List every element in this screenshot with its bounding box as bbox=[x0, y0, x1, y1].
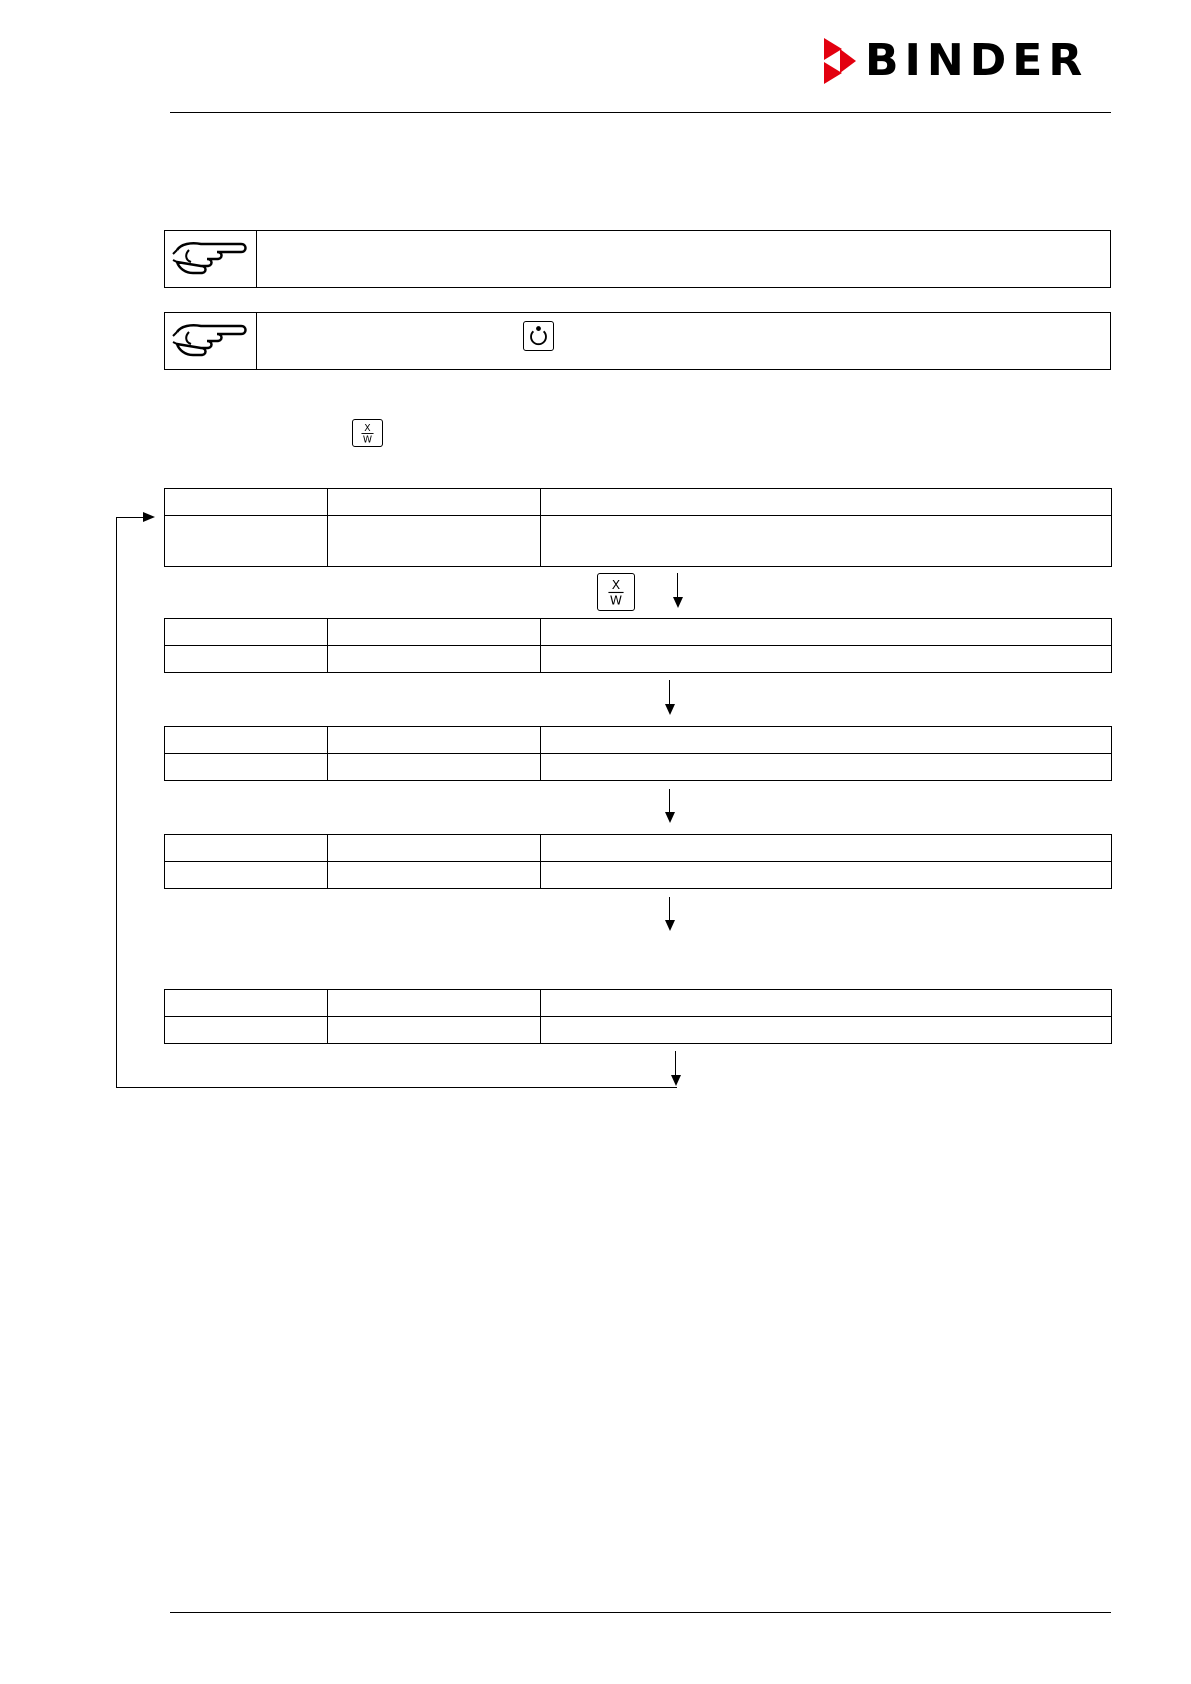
table-cell bbox=[328, 727, 541, 754]
flow-arrow-line bbox=[669, 897, 670, 921]
brand-name: BINDER bbox=[865, 35, 1089, 86]
table-cell bbox=[165, 727, 328, 754]
table-cell bbox=[328, 646, 541, 673]
table-cell bbox=[165, 619, 328, 646]
table-cell bbox=[165, 754, 328, 781]
table-row bbox=[165, 1017, 1112, 1044]
table-cell bbox=[165, 646, 328, 673]
table-row bbox=[165, 754, 1112, 781]
loop-return-line bbox=[116, 1087, 677, 1088]
loop-return-line bbox=[116, 517, 146, 518]
footer-divider bbox=[170, 1612, 1111, 1613]
flow-arrow-line bbox=[677, 573, 678, 598]
table-cell bbox=[328, 1017, 541, 1044]
table-cell bbox=[328, 489, 541, 516]
svg-text:X: X bbox=[611, 578, 621, 593]
table-cell bbox=[541, 489, 1112, 516]
table-cell bbox=[328, 835, 541, 862]
table-cell bbox=[541, 862, 1112, 889]
flow-arrow-down-icon bbox=[673, 597, 683, 608]
table-row bbox=[165, 835, 1112, 862]
table-cell bbox=[328, 754, 541, 781]
x-w-switch-key-icon bbox=[352, 419, 383, 447]
table-cell bbox=[541, 835, 1112, 862]
table-row bbox=[165, 489, 1112, 516]
loop-return-line bbox=[116, 517, 117, 1088]
table-row bbox=[165, 727, 1112, 754]
flow-table-5 bbox=[164, 989, 1112, 1044]
table-cell bbox=[165, 862, 328, 889]
table-row bbox=[165, 990, 1112, 1017]
table-cell bbox=[328, 516, 541, 567]
flow-table-3 bbox=[164, 726, 1112, 781]
table-cell bbox=[541, 619, 1112, 646]
x-w-switch-key-icon bbox=[597, 573, 635, 611]
flow-arrow-line bbox=[669, 789, 670, 813]
flow-table-1 bbox=[164, 488, 1112, 567]
notice-box-1 bbox=[164, 230, 1111, 288]
table-cell bbox=[541, 990, 1112, 1017]
flow-arrow-down-icon bbox=[665, 920, 675, 931]
table-cell bbox=[541, 1017, 1112, 1044]
pointing-hand-icon bbox=[165, 231, 257, 287]
svg-text:W: W bbox=[362, 434, 373, 446]
table-row bbox=[165, 862, 1112, 889]
notice-box-2 bbox=[164, 312, 1111, 370]
table-cell bbox=[165, 1017, 328, 1044]
svg-text:W: W bbox=[609, 593, 623, 608]
binder-logo bbox=[822, 36, 1112, 86]
table-cell bbox=[541, 754, 1112, 781]
table-cell bbox=[328, 990, 541, 1017]
flow-arrow-down-icon bbox=[665, 812, 675, 823]
header-divider bbox=[170, 112, 1111, 113]
table-cell bbox=[328, 862, 541, 889]
table-cell bbox=[328, 619, 541, 646]
table-cell bbox=[541, 646, 1112, 673]
table-cell bbox=[165, 990, 328, 1017]
pointing-hand-icon bbox=[165, 313, 257, 369]
flow-table-2 bbox=[164, 618, 1112, 673]
table-cell bbox=[165, 516, 328, 567]
flow-arrow-down-icon bbox=[665, 704, 675, 715]
table-row bbox=[165, 619, 1112, 646]
table-cell bbox=[165, 835, 328, 862]
table-row bbox=[165, 516, 1112, 567]
flow-table-4 bbox=[164, 834, 1112, 889]
table-row bbox=[165, 646, 1112, 673]
table-cell bbox=[541, 727, 1112, 754]
loop-arrow-right-icon bbox=[143, 512, 155, 522]
svg-text:X: X bbox=[364, 423, 371, 435]
flow-arrow-line bbox=[669, 680, 670, 705]
table-cell bbox=[165, 489, 328, 516]
power-cycle-key-icon bbox=[523, 321, 554, 351]
flow-arrow-down-icon bbox=[671, 1075, 681, 1086]
table-cell bbox=[541, 516, 1112, 567]
flow-arrow-line bbox=[675, 1051, 676, 1076]
